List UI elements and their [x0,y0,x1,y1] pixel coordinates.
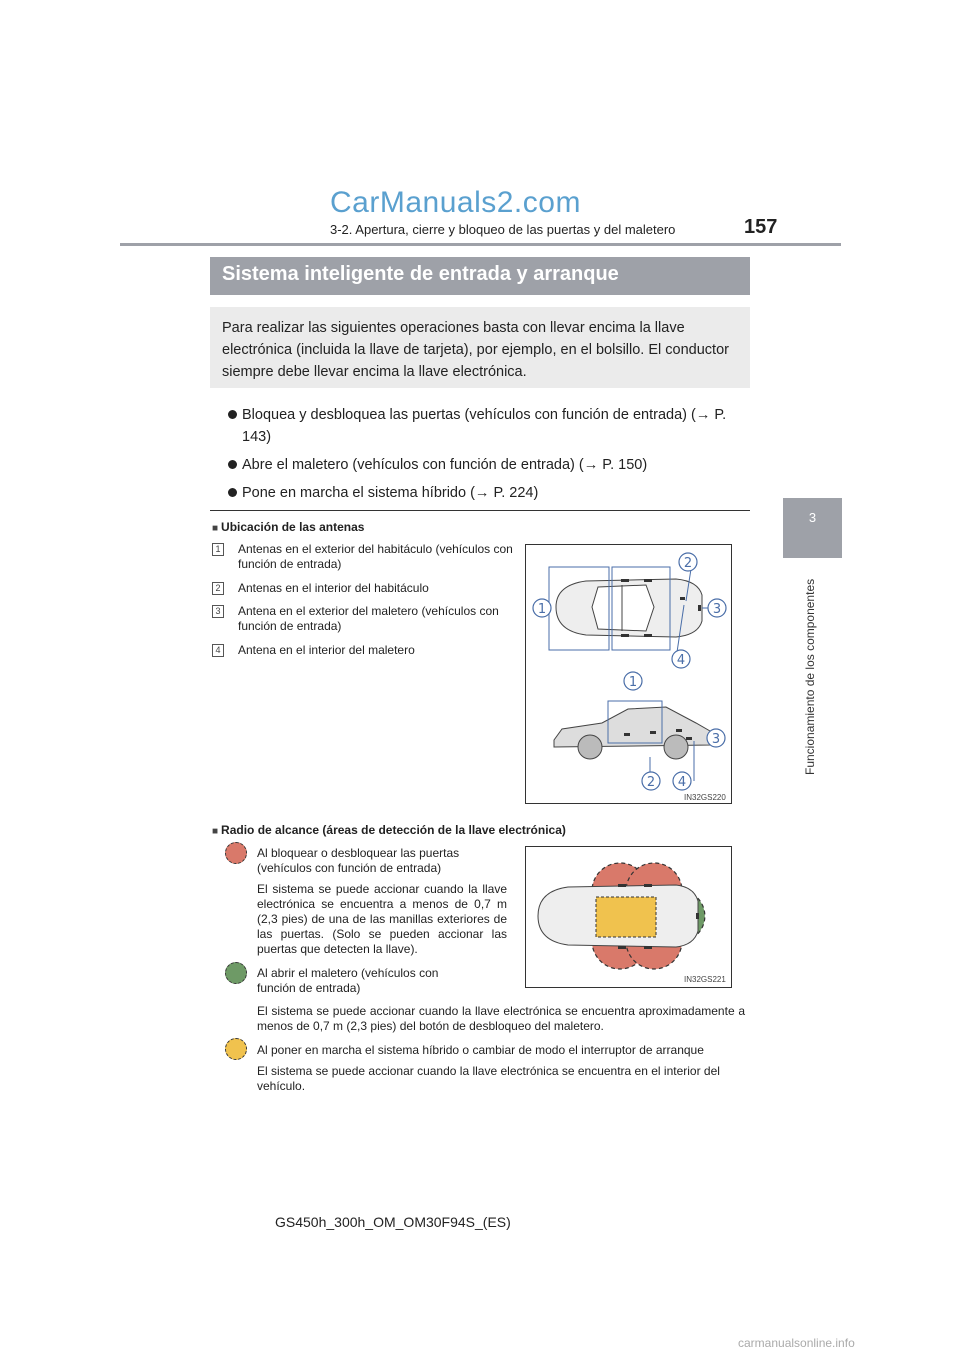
car-side-view [554,707,710,759]
list-item: Abre el maletero (vehículos con función de entrada) (→ P. 150) [228,454,748,476]
antenna-item-text: Antena en el interior del maletero [238,643,415,657]
watermark-logo: CarManuals2.com [330,186,581,219]
chapter-title-vertical: Funcionamiento de los componentes [803,578,817,775]
interior-range-icon [225,1038,247,1060]
number-badge: 2 [212,582,224,595]
antenna-item-text: Antenas en el exterior del habitáculo (vehículos con función de entrada) [238,542,513,571]
door-range-icon [225,842,247,864]
svg-text:3: 3 [711,732,721,747]
svg-text:2: 2 [683,556,693,571]
document-code: GS450h_300h_OM_OM30F94S_(ES) [275,1214,511,1230]
range-item-title: Al bloquear o desbloquear las puertas (vehículos con función de entrada) [257,846,460,875]
antenna-location-figure [525,544,732,804]
svg-text:1: 1 [537,602,547,617]
antenna-item [212,604,522,634]
figure-code: IN32GS220 [684,793,726,802]
svg-text:1: 1 [628,675,638,690]
svg-text:4: 4 [676,653,686,668]
antenna-item [212,643,522,658]
trunk-range-icon [225,962,247,984]
svg-text:4: 4 [677,775,687,790]
antenna-item-text: Antenas en el interior del habitáculo [238,581,429,595]
range-item-doors [257,846,507,957]
range-item-title: Al poner en marcha el sistema híbrido o cambiar de modo el interruptor de arranque [257,1043,704,1057]
range-heading: ■ Radio de alcance (áreas de detección de la llave electrónica) [212,823,566,837]
antenna-item [212,581,522,596]
header-section-title: 3-2. Apertura, cierre y bloqueo de las puertas y del maletero [330,222,676,237]
range-item-text: El sistema se puede accionar cuando la llave electrónica se encuentra en el interior del vehículo. [257,1064,720,1093]
list-item: Pone en marcha el sistema híbrido (→ P. 224) [228,482,748,504]
range-item-interior [257,1043,745,1094]
section-divider [210,510,750,511]
detection-range-illustration [526,847,733,989]
number-badge: 1 [212,543,224,556]
range-item-title: Al abrir el maletero (vehículos con función de entrada) [257,966,439,995]
detection-range-figure [525,846,732,988]
antenna-item-text: Antena en el exterior del maletero (vehículos con función de entrada) [238,604,499,633]
range-item-text: El sistema se puede accionar cuando la llave electrónica se encuentra a menos de 0,7 m (2,3 pies) de una de las manillas exteriores de las puertas. (Solo se pueden accionar las puertas que detecten la llave). [257,882,507,956]
operations-list [228,404,748,510]
range-item-text: El sistema se puede accionar cuando la llave electrónica se encuentra aproximadamente a menos de 0,7 m (2,3 pies) del botón de desbloqueo del maletero. [257,1004,745,1033]
figure-code: IN32GS221 [684,975,726,984]
antenna-item [212,542,522,572]
list-item: Bloquea y desbloquea las puertas (vehículos con función de entrada) (→ P. 143) [228,404,748,448]
number-badge: 4 [212,644,224,657]
car-antenna-illustration [526,545,733,805]
intro-box: Para realizar las siguientes operaciones basta con llevar encima la llave electrónica (incluida la llave de tarjeta), por ejemplo, en el bolsillo. El conductor siempre debe llevar encima la llave electrónica. [210,307,750,388]
watermark-bottom: carmanualsonline.info [738,1336,855,1350]
svg-text:2: 2 [646,775,656,790]
number-badge: 3 [212,605,224,618]
svg-text:3: 3 [712,602,722,617]
section-title: Sistema inteligente de entrada y arranque [210,257,750,295]
header-divider [120,243,841,246]
antennas-heading: ■ Ubicación de las antenas [212,520,364,534]
chapter-number: 3 [808,510,817,525]
page-number: 157 [744,216,778,238]
chapter-tab [783,498,842,558]
